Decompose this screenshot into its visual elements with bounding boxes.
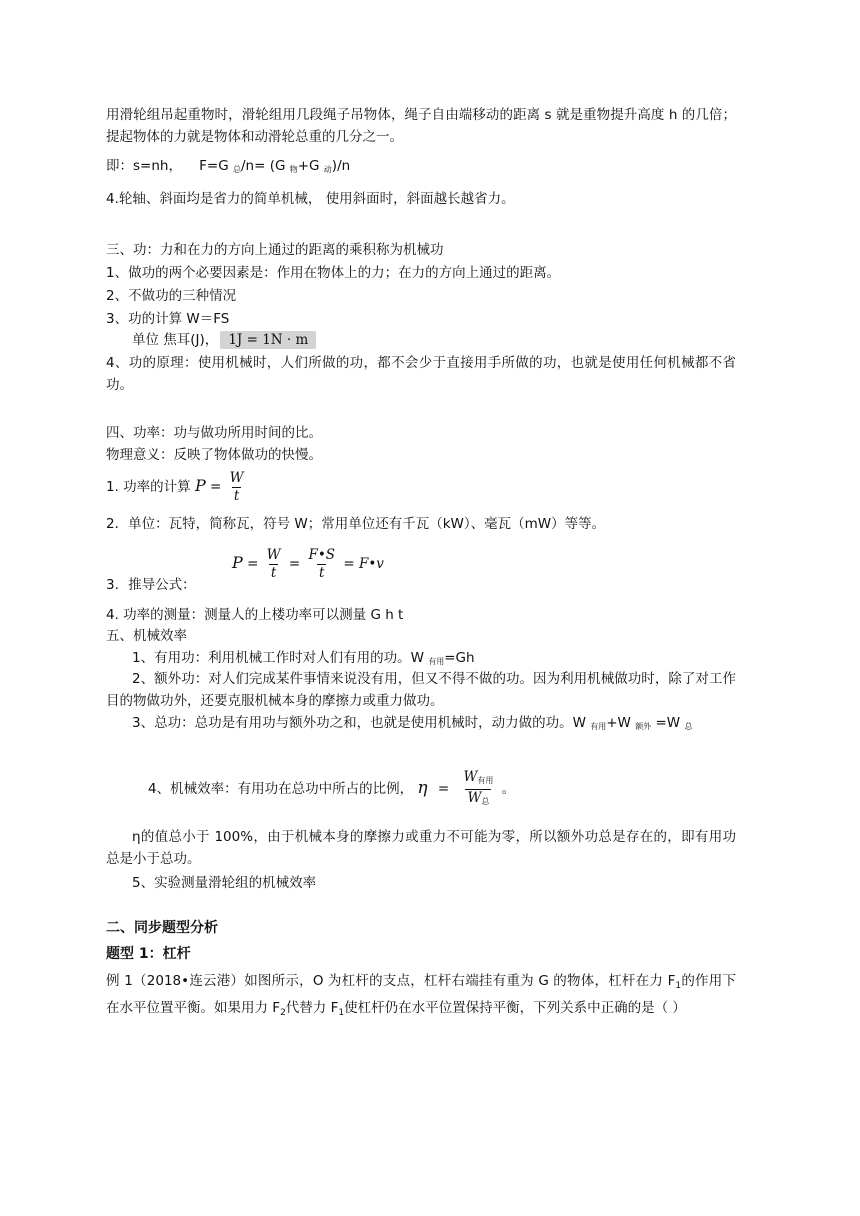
example-1: 例 1（2018•连云港）如图所示，O 为杠杆的支点，杠杆右端挂有重为 G 的物体，杠杆在力 $F_1$的作用下在水平位置平衡。如果用力 $F_2$代替力 $F_1$使杠杆仍在水平位置保持平衡，下列关系中正确的是（ ） — [106, 973, 737, 1018]
work-unit-line: 单位 焦耳(J)， 1J = 1N · m — [132, 330, 316, 350]
power-fraction: $\frac{W}{t}$ — [229, 469, 244, 504]
power-heading: 四、功率：功与做功所用时间的比。 — [106, 425, 322, 441]
efficiency-note: η的值总小于 100%，由于机械本身的摩擦力或重力不可能为零，所以额外功总是存在的，即有用功总是小于总功。 — [106, 829, 736, 867]
total-work: 3、总功：总功是有用功与额外功之和，也就是使用机械时，动力做的功。W $_{有用}$+W $_{额外}$ =W $_总$ — [132, 715, 693, 731]
work-item-1: 1、做功的两个必要因素是：作用在物体上的力；在力的方向上通过的距离。 — [106, 265, 561, 281]
power-meaning: 物理意义：反映了物体做功的快慢。 — [106, 447, 322, 463]
question-type-1: 题型 1：杠杆 — [106, 946, 191, 962]
pulley-paragraph: 用滑轮组吊起重物时，滑轮组用几段绳子吊物体，绳子自由端移动的距离 s 就是重物提升高度 h 的几倍；提起物体的力就是物体和动滑轮总重的几分之一。 — [106, 107, 736, 145]
work-principle: 4、功的原理：使用机械时，人们所做的功，都不会少于直接用手所做的功，也就是使用任何机械都不省功。 — [106, 355, 736, 393]
power-measurement: 4. 功率的测量：测量人的上楼功率可以测量 G h t — [106, 607, 404, 623]
axle-incline-note: 4.轮轴、斜面均是省力的简单机械， 使用斜面时，斜面越长越省力。 — [106, 191, 515, 207]
unit-formula-box: 1J = 1N · m — [220, 331, 316, 349]
power-unit: 2．单位：瓦特，简称瓦，符号 W；常用单位还有千瓦（kW）、毫瓦（mW）等等。 — [106, 516, 606, 532]
analysis-heading: 二、同步题型分析 — [106, 920, 218, 936]
useful-work: 1、有用功：利用机械工作时对人们有用的功。W $_{有用}$=Gh — [132, 650, 475, 666]
efficiency-formula-line: 4、机械效率：有用功在总功中所占的比例， η = $\frac{W_{有用}}{W_总}$ 。 — [148, 766, 515, 810]
efficiency-heading: 五、机械效率 — [106, 628, 187, 644]
extra-work: 2、额外功：对人们完成某件事情来说没有用，但又不得不做的功。因为利用机械做功时，除了对工作目的物做功外，还要克服机械本身的摩擦力或重力做功。 — [106, 671, 736, 709]
work-item-3: 3、功的计算 W＝FS — [106, 311, 230, 327]
pulley-formula: 即：s=nh， F=G $_总$/n= (G $_物$+G $_动$)/n — [106, 158, 351, 174]
efficiency-experiment: 5、实验测量滑轮组的机械效率 — [132, 875, 317, 891]
power-formula-line: 1. 功率的计算 P = $\frac{W}{t}$ — [106, 469, 244, 504]
derived-formula: P = $\frac{W}{t}$ = $\frac{F•S}{t}$ = F•v — [232, 546, 384, 581]
efficiency-fraction: $\frac{W_{有用}}{W_总}$ — [461, 769, 495, 810]
derived-formula-label: 3．推导公式： — [106, 577, 196, 593]
work-heading: 三、功：力和在力的方向上通过的距离的乘积称为机械功 — [106, 242, 444, 258]
work-item-2: 2、不做功的三种情况 — [106, 288, 237, 304]
